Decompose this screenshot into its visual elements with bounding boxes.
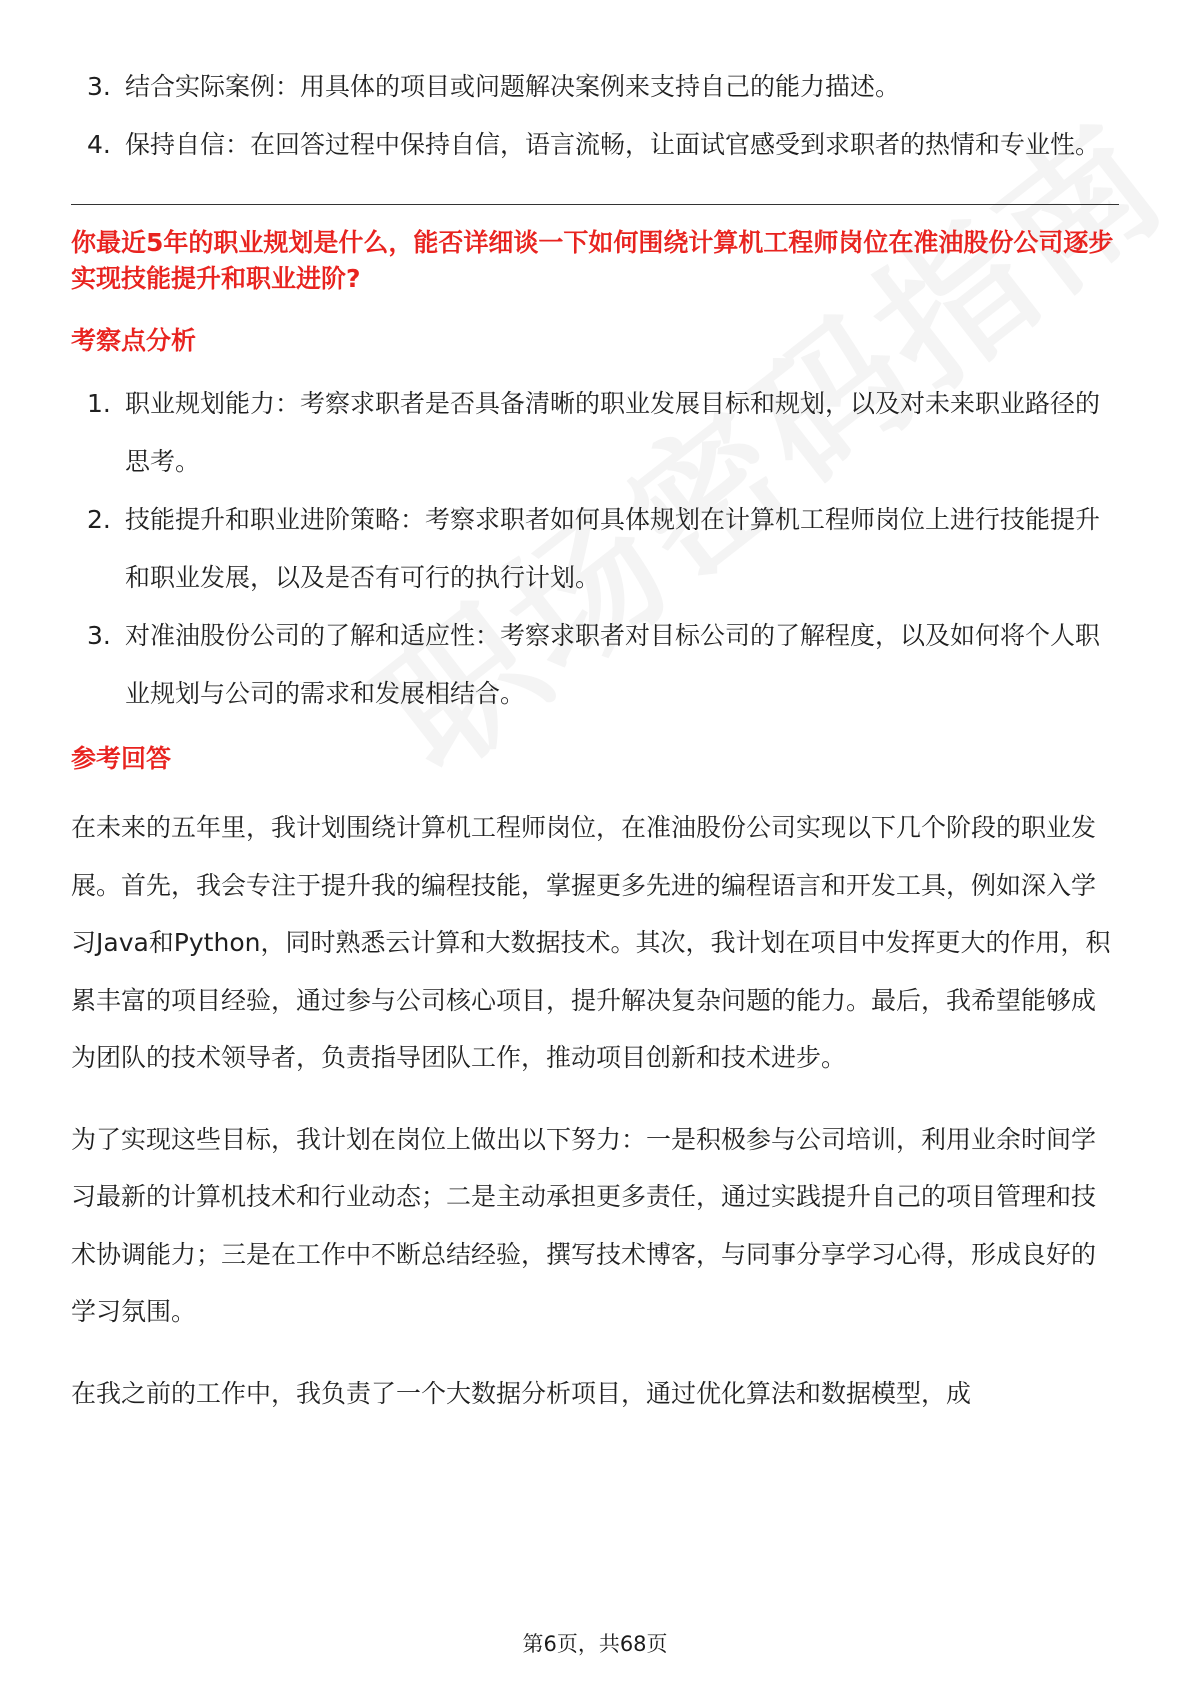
list-item-text: 职业规划能力：考察求职者是否具备清晰的职业发展目标和规划，以及对未来职业路径的思考。 — [125, 389, 1101, 476]
list-item-text: 技能提升和职业进阶策略：考察求职者如何具体规划在计算机工程师岗位上进行技能提升和职业发展，以及是否有可行的执行计划。 — [125, 505, 1101, 592]
analysis-heading: 考察点分析 — [71, 326, 197, 355]
list-item-text: 保持自信：在回答过程中保持自信，语言流畅，让面试官感受到求职者的热情和专业性。 — [125, 130, 1101, 159]
list-item-text: 结合实际案例：用具体的项目或问题解决案例来支持自己的能力描述。 — [125, 72, 901, 101]
interview-question: 你最近5年的职业规划是什么，能否详细谈一下如何围绕计算机工程师岗位在准油股份公司逐步实现技能提升和职业进阶? — [71, 228, 1114, 293]
tips-list — [71, 58, 1119, 174]
answer-heading: 参考回答 — [71, 744, 172, 773]
answer-paragraph: 为了实现这些目标，我计划在岗位上做出以下努力：一是积极参与公司培训，利用业余时间学习最新的计算机技术和行业动态；二是主动承担更多责任，通过实践提升自己的项目管理和技术协调能力；三是在工作中不断总结经验，撰写技术博客，与同事分享学习心得，形成良好的学习氛围。 — [71, 1124, 1097, 1326]
page-content — [71, 58, 1119, 1446]
list-item — [71, 116, 1119, 174]
page-footer: 第6页，共68页 — [522, 1632, 668, 1656]
list-item-text: 对准油股份公司的了解和适应性：考察求职者对目标公司的了解程度，以及如何将个人职业规划与公司的需求和发展相结合。 — [125, 621, 1101, 708]
list-item-number: 1. — [87, 389, 111, 418]
list-item-number: 3. — [87, 72, 111, 101]
answer-paragraph: 在我之前的工作中，我负责了一个大数据分析项目，通过优化算法和数据模型，成 — [71, 1378, 972, 1408]
list-item — [71, 607, 1119, 723]
section-divider — [71, 204, 1119, 205]
answer-paragraph: 在未来的五年里，我计划围绕计算机工程师岗位，在准油股份公司实现以下几个阶段的职业发展。首先，我会专注于提升我的编程技能，掌握更多先进的编程语言和开发工具，例如深入学习Java和Python，同时熟悉云计算和大数据技术。其次，我计划在项目中发挥更大的作用，积累丰富的项目经验，通过参与公司核心项目，提升解决复杂问题的能力。最后，我希望能够成为团队的技术领导者，负责指导团队工作，推动项目创新和技术进步。 — [71, 813, 1111, 1072]
list-item-number: 4. — [87, 130, 111, 159]
list-item — [71, 58, 1119, 116]
list-item — [71, 375, 1119, 491]
list-item-number: 3. — [87, 621, 111, 650]
list-item — [71, 491, 1119, 607]
list-item-number: 2. — [87, 505, 111, 534]
analysis-list — [71, 375, 1119, 723]
